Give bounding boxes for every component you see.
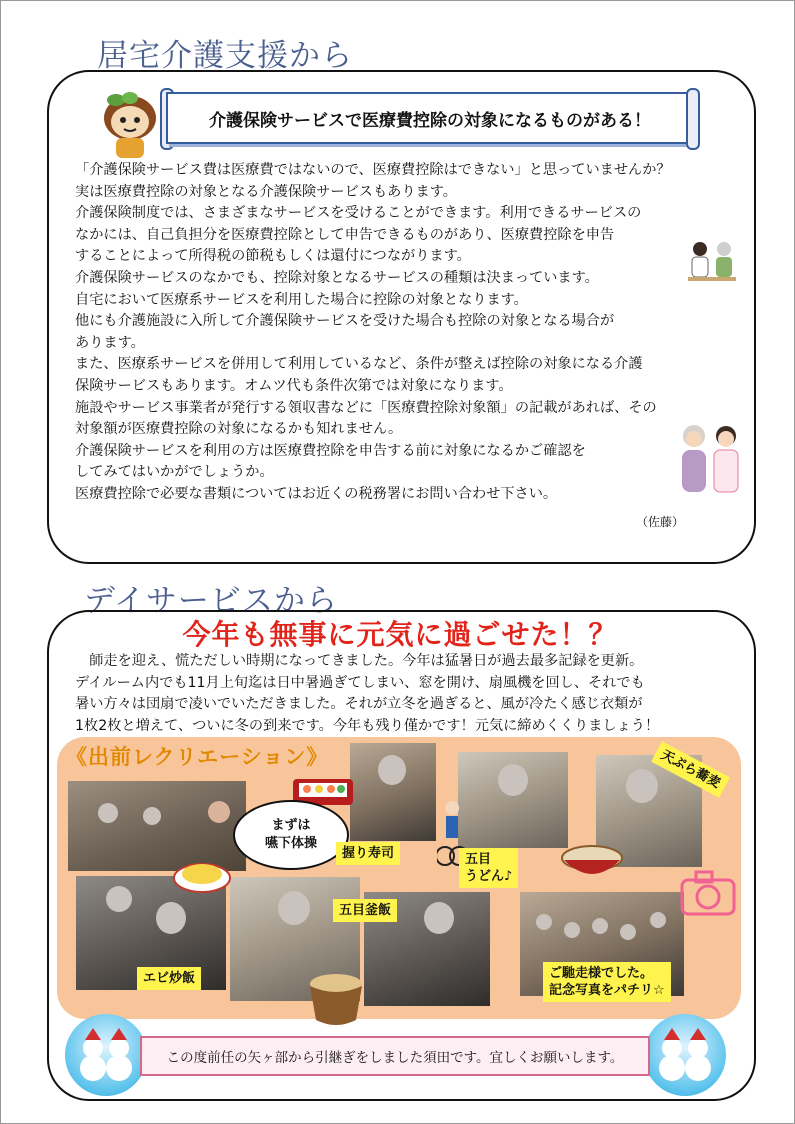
- section2-headline: 今年も無事に元気に過ごせた！？: [182, 618, 618, 651]
- body-line: なかには、自己負担分を医療費控除として申告できるものがあり、医療費控除を申告: [75, 226, 615, 243]
- body-line: 対象額が医療費控除の対象になるかも知れません。: [75, 421, 403, 438]
- body-line: 医療費控除で必要な書類についてはお近くの税務署にお問い合わせ下さい。: [75, 485, 558, 502]
- consultation-illustration-icon: [684, 237, 740, 287]
- body-line: 暑い方々は団扇で凌いでいただきました。それが立冬を過ぎると、風が冷たく感じ衣類が: [75, 696, 643, 713]
- label-ebi: エビ炒飯: [137, 967, 201, 990]
- body-line: 1枚2枚と増えて、ついに冬の到来です。今年も残り僅かです！元気に締めくくりましょう！: [75, 717, 660, 734]
- body-line: 「介護保険サービス費は医療費ではないので、医療費控除はできない」と思っていませんか？: [75, 162, 671, 178]
- label-line: ご馳走様でした。: [549, 966, 654, 981]
- body-line: デイルーム内でも11月上旬迄は日中暑過ぎてしまい、窓を開け、扇風機を回し、それでも: [75, 674, 645, 691]
- handover-notice: この度前任の矢ヶ部から引継ぎをしました須田です。宜しくお願いします。: [140, 1036, 650, 1076]
- body-line: することによって所得税の節税もしくは還付につながります。: [75, 248, 471, 265]
- recreation-title: 《出前レクリエーション》: [66, 745, 329, 769]
- label-thanks: [543, 962, 671, 1002]
- fried-rice-icon: [172, 856, 232, 896]
- body-line: 介護保険サービスのなかでも、控除対象となるサービスの種類は決まっています。: [75, 269, 599, 286]
- label-line: うどん♪: [465, 869, 513, 884]
- bubble-line: まずは: [271, 818, 311, 833]
- bubble-line: 嚥下体操: [264, 836, 317, 851]
- body-line: 保険サービスもあります。オムツ代も条件次第では対象になります。: [75, 377, 513, 394]
- caregiver-elder-illustration-icon: [670, 420, 750, 500]
- author-note: （佐藤）: [636, 515, 685, 529]
- snowman-figures-icon: [75, 1024, 137, 1084]
- label-sushi: 握り寿司: [336, 842, 400, 865]
- banner-right-curl: [686, 88, 700, 150]
- body-line: してみてはいかがでしょうか。: [75, 464, 274, 481]
- banner-heading: 介護保険サービスで医療費控除の対象になるものがある！: [166, 92, 694, 144]
- section2-title: デイサービスから: [84, 583, 338, 619]
- body-line: 自宅において医療系サービスを利用した場合に控除の対象となります。: [75, 291, 528, 308]
- body-line: あります。: [75, 334, 145, 351]
- photo-udon: [458, 752, 568, 848]
- body-line: また、医療系サービスを併用して利用しているなど、条件が整えば控除の対象になる介護: [75, 356, 643, 373]
- speech-bubble: [233, 800, 349, 870]
- section2-body: [75, 651, 745, 737]
- label-line: 記念写真をパチリ☆: [549, 983, 665, 998]
- mascot-icon: [96, 92, 164, 162]
- body-line: 師走を迎え、慌ただしい時期になってきました。今年は猛暑日が過去最多記録を更新。: [75, 653, 644, 669]
- body-line: 介護保険制度では、さまざまなサービスを受けることができます。利用できるサービスの: [75, 205, 642, 222]
- body-line: 実は医療費控除の対象となる介護保険サービスもあります。: [75, 183, 457, 200]
- section1-body: [75, 160, 750, 506]
- label-udon: [459, 848, 518, 888]
- body-line: 介護保険サービスを利用の方は医療費控除を申告する前に対象になるかご確認を: [75, 442, 586, 459]
- kamameshi-pot-icon: [306, 968, 366, 1032]
- label-line: 五目: [465, 852, 492, 867]
- snowman-figures-icon: [654, 1024, 716, 1084]
- camera-icon: [678, 868, 738, 918]
- section1-title: 居宅介護支援から: [97, 38, 353, 74]
- photo-sushi: [350, 743, 436, 841]
- label-kamameshi: 五目釜飯: [333, 899, 397, 922]
- label-tempura: 天ぷら蕎麦: [651, 741, 730, 797]
- body-line: 他にも介護施設に入所して介護保険サービスを受けた場合も控除の対象となる場合が: [75, 313, 615, 330]
- soba-bowl-icon: [558, 842, 626, 884]
- body-line: 施設やサービス事業者が発行する領収書などに「医療費控除対象額」の記載があれば、その: [75, 399, 657, 416]
